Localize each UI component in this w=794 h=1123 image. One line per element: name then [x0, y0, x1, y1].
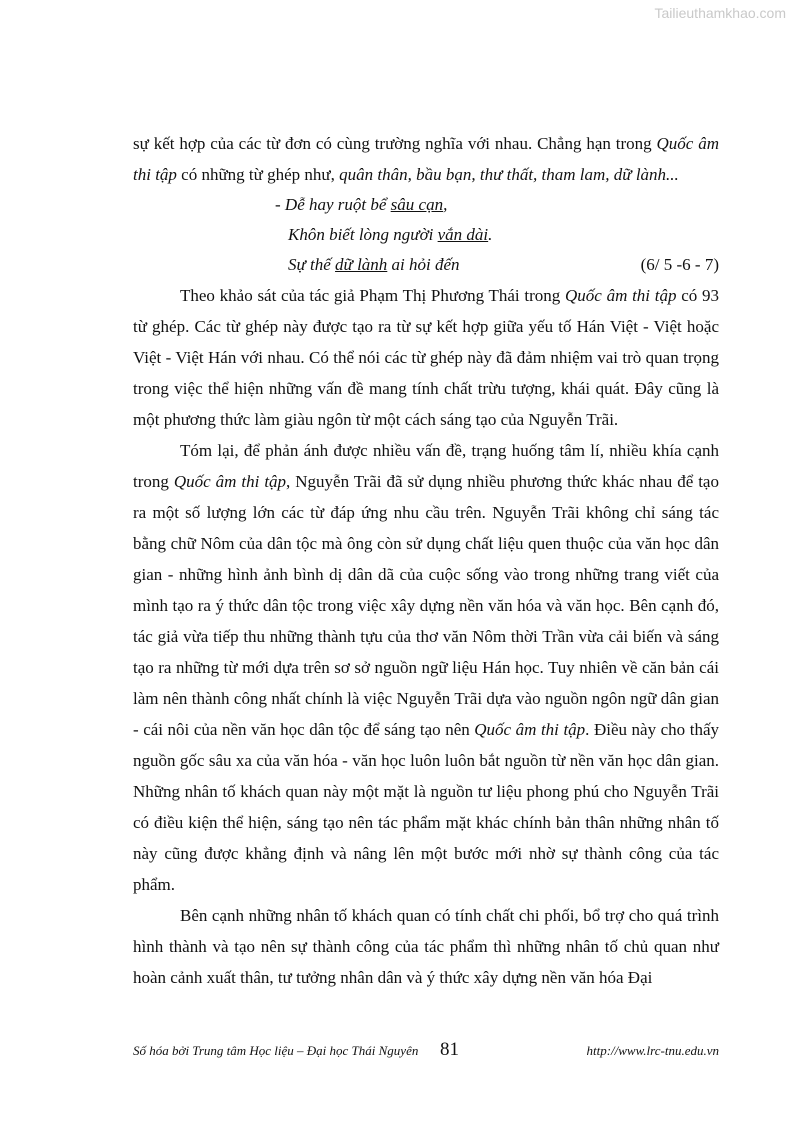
footer-credit: Số hóa bởi Trung tâm Học liệu – Đại học Thái Nguyên	[133, 1043, 419, 1058]
watermark: Tailieuthamkhao.com	[654, 5, 786, 21]
paragraph-3	[133, 435, 719, 900]
poem-reference: (6/ 5 -6 - 7)	[640, 255, 719, 274]
poem-line-1	[133, 190, 719, 220]
poem-line-3	[133, 250, 719, 280]
text-run: Tóm lại, để phản ánh được nhiều vấn đề, trạng huống tâm lí, nhiều khía cạnh trong	[133, 441, 719, 491]
text-run: - Dễ hay ruột bể	[275, 195, 391, 214]
text-run: sự kết hợp của các từ đơn có cùng trường nghĩa với nhau. Chẳng hạn trong	[133, 134, 657, 153]
text-run: . Điều này cho thấy nguồn gốc sâu xa của văn hóa - văn học luôn luôn bắt nguồn từ nền văn học dân gian. Những nhân tố khách quan này một mặt là nguồn tư liệu phong phú cho Nguyễn Trãi có điều kiện thể hiện, sáng tạo nên tác phẩm mặt khác chính bản thân những nhân tố này cũng được khẳng định và nâng lên một bước mới nhờ sự thành công của tác phẩm.	[133, 720, 719, 894]
poem-line-2	[133, 220, 719, 250]
text-run: Khôn biết lòng người	[288, 225, 438, 244]
book-title: Quốc âm thi tập	[133, 134, 719, 184]
book-title: Quốc âm thi tập	[173, 472, 287, 491]
page-body	[133, 128, 719, 993]
text-run: Bên cạnh những nhân tố khách quan có tính chất chi phối, bổ trợ cho quá trình hình thành và tạo nên sự thành công của tác phẩm thì những nhân tố chủ quan như hoàn cảnh xuất thân, tư tưởng nhân dân và ý thức xây dựng nền văn hóa Đại	[133, 906, 719, 987]
text-run: ai hỏi đến	[387, 255, 460, 274]
book-title: Quốc âm thi tập	[565, 286, 677, 305]
text-run: ,	[443, 195, 448, 214]
underlined-word: dữ lành	[335, 255, 388, 274]
page-number: 81	[440, 1039, 459, 1060]
text-run: .	[488, 225, 493, 244]
text-run: , Nguyễn Trãi đã sử dụng nhiều phương thức khác nhau để tạo ra một số lượng lớn các từ đáp ứng nhu cầu trên. Nguyễn Trãi không chỉ sáng tác bằng chữ Nôm của dân tộc mà ông còn sử dụng chất liệu quen thuộc của văn học dân gian - những hình ảnh bình dị dân dã của cuộc sống vào trong những trang viết của mình tạo ra ý thức dân tộc trong việc xây dựng nền văn hóa và văn học. Bên cạnh đó, tác giả vừa tiếp thu những thành tựu của thơ văn Nôm thời Trần vừa cải biến và sáng tạo ra những từ mới dựa trên sơ sở nguồn ngữ liệu Hán học. Tuy nhiên về căn bản cái làm nên thành công nhất chính là việc Nguyễn Trãi dựa vào nguồn ngôn ngữ dân gian - cái nôi của nền văn học dân tộc để sáng tạo nên	[133, 472, 719, 739]
footer-url: http://www.lrc-tnu.edu.vn	[586, 1043, 719, 1058]
poem-quote	[133, 190, 719, 280]
text-run: có 93 từ ghép. Các từ ghép này được tạo ra từ sự kết hợp giữa yếu tố Hán Việt - Việt hoặc Việt - Việt Hán với nhau. Có thể nói các từ ghép này đã đảm nhiệm vai trò quan trọng trong việc thể hiện những vấn đề mang tính chất trừu tượng, khái quát. Đây cũng là một phương thức làm giàu ngôn từ một cách sáng tạo của Nguyễn Trãi.	[133, 286, 719, 429]
paragraph-1	[133, 128, 719, 190]
page-footer	[133, 1040, 719, 1064]
paragraph-4	[133, 900, 719, 993]
example-words: quân thân, bầu bạn, thư thất, tham lam, dữ lành...	[339, 165, 679, 184]
text-run: có những từ ghép như,	[176, 165, 340, 184]
book-title: Quốc âm thi tập	[474, 720, 586, 739]
underlined-word: sâu cạn	[390, 195, 444, 214]
text-run: Theo khảo sát của tác giả Phạm Thị Phương Thái trong	[180, 286, 566, 305]
text-run: Sự thế	[288, 255, 336, 274]
underlined-word: vắn dài	[437, 225, 489, 244]
paragraph-2	[133, 280, 719, 435]
